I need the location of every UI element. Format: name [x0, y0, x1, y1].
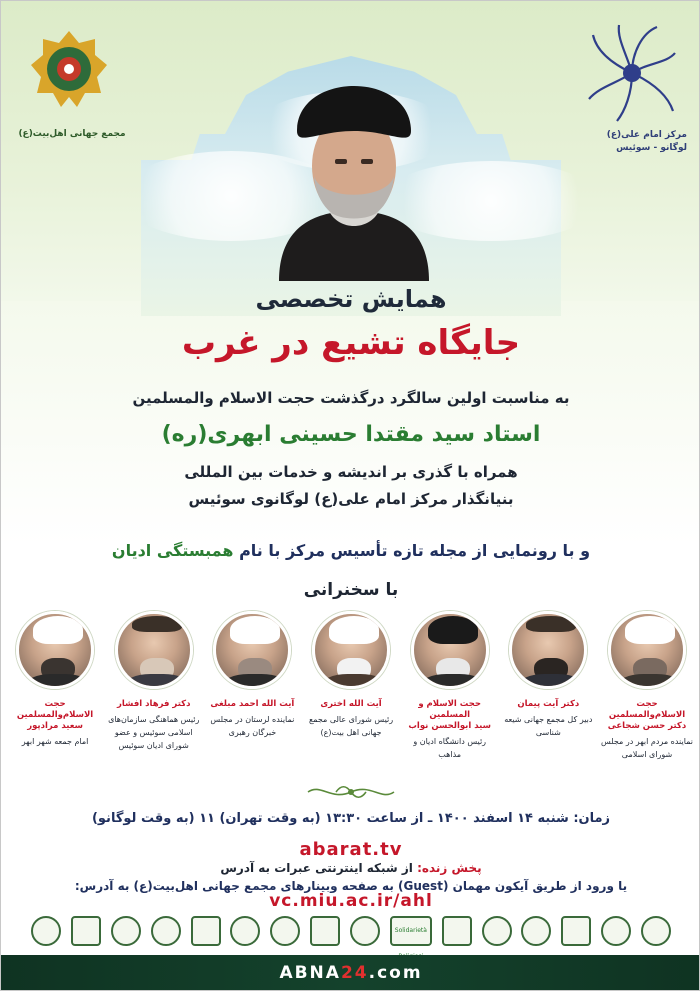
sponsor-logos-row [31, 913, 671, 949]
speaker-title: آیت الله اختری [320, 699, 382, 709]
speaker-title: حجت الاسلام‌والمسلمین [608, 699, 686, 720]
imam-ali-center-logo-icon [587, 23, 677, 123]
speaker-photo [509, 611, 587, 689]
footer-site-domain: .com [368, 963, 423, 983]
speakers-row [9, 611, 693, 796]
turban-shape [329, 616, 379, 644]
speaker-title: دکتر آیت پیمان [517, 699, 580, 709]
conference-title: جایگاه تشیع در غرب [181, 323, 521, 363]
occasion-line: به مناسبت اولین سالگرد درگذشت حجت الاسلام والمسلمین [132, 389, 570, 407]
body-shape [222, 674, 288, 689]
sponsor-logo-icon [151, 916, 181, 946]
footer-bar [1, 955, 700, 991]
right-logo-label-line1: مرکز امام علی(ع) [606, 130, 687, 140]
turban-shape [33, 616, 83, 644]
description-line-1: همراه با گذری بر اندیشه و خدمات بین المللی [184, 463, 518, 481]
speaker-role: نماینده مردم ابهر در مجلس شورای اسلامی [601, 737, 693, 759]
speaker-card [9, 611, 101, 796]
sponsor-logo-icon [482, 916, 512, 946]
sponsor-logo-icon [561, 916, 591, 946]
speaker-title: دکتر فرهاد افشار [116, 699, 191, 709]
body-shape [617, 674, 683, 689]
speaker-photo [312, 611, 390, 689]
speaker-name: دکتر حسن شجاعی [607, 721, 687, 731]
turban-shape [625, 616, 675, 644]
hair-shape [526, 616, 576, 632]
sponsor-logo-icon [601, 916, 631, 946]
magazine-name: همبستگی ادیان [111, 541, 234, 560]
sponsor-logo-icon [641, 916, 671, 946]
turban-shape [230, 616, 280, 644]
body-shape [420, 674, 486, 689]
body-shape [124, 674, 190, 689]
live-stream-line [1, 861, 700, 875]
sponsor-logo-icon [521, 916, 551, 946]
speaker-photo [411, 611, 489, 689]
ahl-al-bayt-logo-icon [29, 29, 109, 109]
speaker-card [502, 611, 594, 796]
ornament-divider-icon [306, 781, 396, 803]
body-shape [321, 674, 387, 689]
speaker-card [404, 611, 496, 796]
hair-shape [132, 616, 182, 632]
sponsor-logo-icon [230, 916, 260, 946]
magazine-launch-line [1, 541, 700, 560]
turban-shape [428, 616, 478, 644]
speaker-role: امام جمعه شهر ابهر [21, 737, 89, 746]
abarat-url-link[interactable]: abarat.tv [299, 839, 403, 860]
speaker-role: رئیس هماهنگی سازمان‌های اسلامی سوئیس و عضو شورای ادیان سوئیس [108, 715, 200, 750]
speakers-heading: با سخنرانی [303, 580, 399, 600]
speaker-photo [213, 611, 291, 689]
magazine-launch-text: و با رونمایی از مجله تازه تأسیس مرکز با نام [233, 541, 591, 560]
speaker-role: دبیر کل مجمع جهانی شیعه شناسی [504, 715, 593, 737]
speaker-name: سعید مرادپور [27, 721, 83, 731]
speaker-role: رئیس دانشگاه ادیان و مذاهب [413, 737, 487, 759]
conference-subtitle: همایش تخصصی [255, 285, 447, 313]
speaker-card [601, 611, 693, 796]
body-shape [25, 674, 91, 689]
speaker-photo [115, 611, 193, 689]
footer-site-name: ABNA [279, 963, 341, 983]
speaker-card [305, 611, 397, 796]
speaker-role: رئیس شورای عالی مجمع جهانی اهل بیت(ع) [308, 715, 394, 737]
sponsor-logo-icon [270, 916, 300, 946]
speaker-photo [16, 611, 94, 689]
sponsor-logo-icon [71, 916, 101, 946]
speaker-title: حجت الاسلام و المسلمین [418, 699, 482, 720]
speaker-photo [608, 611, 686, 689]
main-portrait [269, 61, 439, 281]
speaker-title: حجت الاسلام‌والمسلمین [16, 699, 94, 720]
left-logo-label: مجمع جهانی اهل‌بیت(ع) [18, 129, 126, 139]
sponsor-logo-icon [310, 916, 340, 946]
speaker-card [206, 611, 298, 796]
live-stream-label: پخش زنده: [417, 861, 482, 875]
live-stream-text: از شبکه اینترنتی عبرات به آدرس [220, 861, 418, 875]
sponsor-logo-icon [350, 916, 380, 946]
body-shape [518, 674, 584, 689]
event-time: زمان: شنبه ۱۴ اسفند ۱۴۰۰ ـ از ساعت ۱۳:۳۰ (به وقت تهران) ۱۱ (به وقت لوگانو) [91, 811, 611, 826]
footer-site-number: 24 [340, 963, 369, 983]
honoree-name: استاد سید مقتدا حسینی ابهری(ره) [161, 422, 541, 447]
sponsor-logo-icon: Solidarietà [390, 916, 432, 946]
guest-access-line: یا ورود از طریق آیکون مهمان (Guest) به صفحه وبینارهای مجمع جهانی اهل‌بیت(ع) به آدرس: [74, 879, 628, 893]
webinar-url-link[interactable]: vc.miu.ac.ir/ahl [269, 891, 433, 911]
sponsor-logo-icon [111, 916, 141, 946]
speaker-name: سید ابوالحسن نواب [408, 721, 491, 731]
right-logo-label [587, 129, 687, 155]
sponsor-logo-icon [31, 916, 61, 946]
speaker-title: آیت الله احمد مبلغی [210, 699, 295, 709]
speaker-role: نماینده لرستان در مجلس خبرگان رهبری [210, 715, 295, 737]
right-logo-label-line2: لوگانو - سوئیس [616, 143, 687, 153]
speaker-card [108, 611, 200, 796]
sponsor-logo-icon [442, 916, 472, 946]
sponsor-logo-icon [191, 916, 221, 946]
description-line-2: بنیانگذار مرکز امام علی(ع) لوگانوی سوئیس [188, 490, 514, 508]
